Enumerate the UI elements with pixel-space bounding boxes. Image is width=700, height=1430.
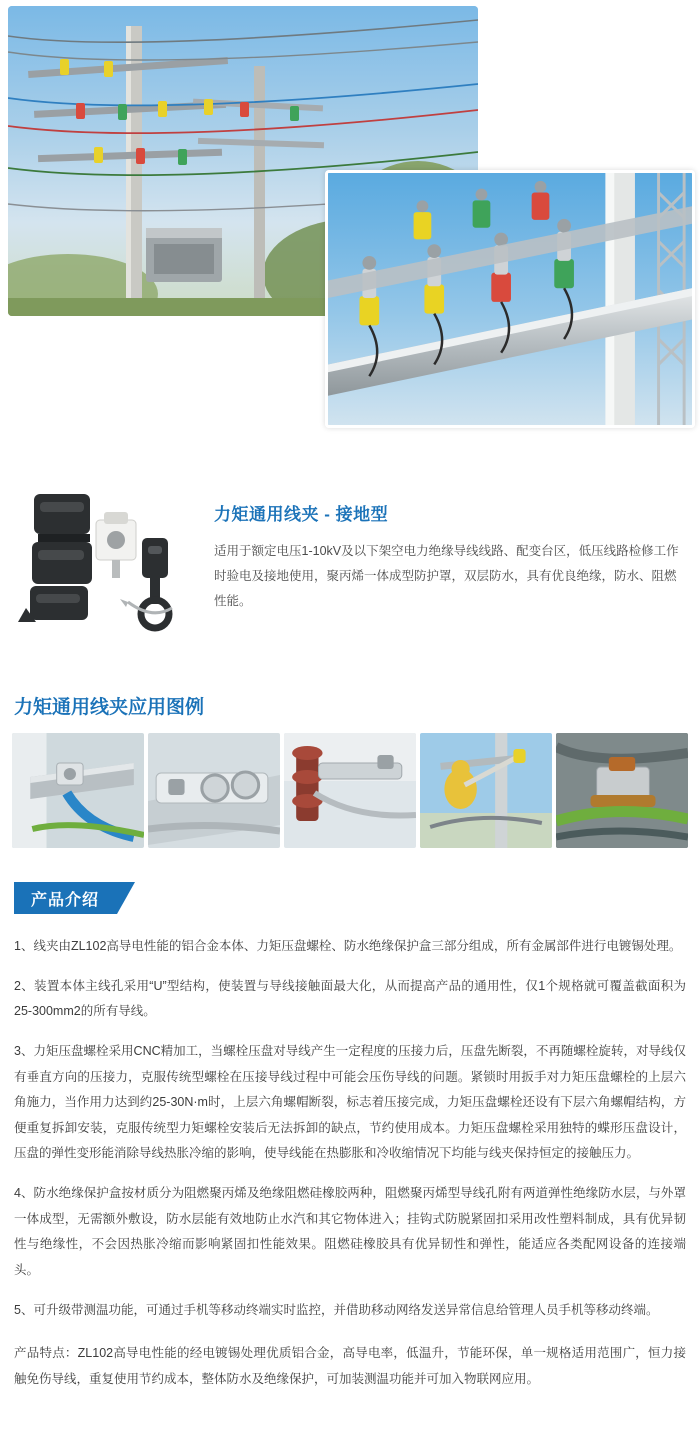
product-title: 力矩通用线夹 - 接地型 [214, 505, 389, 524]
hero-secondary-photo [325, 170, 695, 428]
product-photo-illustration [16, 482, 196, 652]
clamp-on-insulator-icon [284, 733, 416, 848]
product-description: 适用于额定电压1-10kV及以下架空电力绝缘导线线路、配变台区，低压线路检修工作时验电及接地使用，聚丙烯一体成型防护罩，双层防水，具有优良绝缘，防水、阻燃性能。 [214, 544, 679, 608]
intro-ribbon [14, 882, 700, 914]
product-photo [16, 482, 196, 652]
ribbon-label: 产品介绍 [19, 882, 117, 914]
intro-paragraph-2: 2、装置本体主线孔采用“U”型结构，使装置与导线接触面最大化，从而提高产品的通用性，仅1个规格就可覆盖截面积为25-300mm2的所有导线。 [14, 978, 686, 1019]
intro-paragraph-3: 3、力矩压盘螺栓采用CNC精加工，当螺栓压盘对导线产生一定程度的压接力后，压盘先断裂，不再随螺栓旋转，对导线仅有垂直方向的压接力，克服传统型螺栓在压接导线过程中可能会压伤导线的问题。紧锁时用扳手对力矩压盘螺栓的上层六角施力，当作用力达到约25-30N·m时，上层六角螺帽断裂，标志着压接完成，力矩压盘螺栓还设有下层六角螺帽结构，方便重复拆卸安装，克服传统型力矩螺栓安装后无法拆卸的缺点，节约使用成本。力矩压盘螺栓采用独特的蝶形压盘设计，压盘的弹性变形能消除导线热胀冷缩的影响，使导线能在热膨胀和冷收缩情况下均能与线夹保持恒定的接触压力。 [14, 1043, 686, 1161]
gallery-item-4[interactable] [420, 733, 552, 848]
intro-paragraph-4: 4、防水绝缘保护盒按材质分为阻燃聚丙烯及绝缘阻燃硅橡胶两种，阻燃聚丙烯型导线孔附有两道弹性绝缘防水层，与外罩一体成型，无需额外敷设，防水层能有效地防止水汽和其它物体进入；挂钩式防脱紧固扣采用改性塑料制成，具有优异韧性与绝缘性，不会因热胀冷缩而影响紧固扣性能效果。阻燃硅橡胶具有优异韧性和弹性，能适应各类配网设备的连接端头。 [14, 1186, 686, 1277]
clamp-closeup-illustration [328, 173, 692, 425]
product-summary [0, 472, 700, 666]
gallery-item-5[interactable] [556, 733, 688, 848]
gallery-item-3[interactable] [284, 733, 416, 848]
two-port-clamp-icon [148, 733, 280, 848]
product-info [214, 482, 684, 614]
copper-clamp-on-green-cable-icon [556, 733, 688, 848]
intro-paragraph-1: 1、线夹由ZL102高导电性能的铝合金本体、力矩压盘螺栓、防水绝缘保护盒三部分组成，所有金属部件进行电镀锡处理。 [14, 939, 682, 953]
hero-section [0, 0, 700, 450]
application-gallery [0, 733, 700, 848]
intro-paragraph-5: 5、可升级带测温功能，可通过手机等移动终端实时监控，并借助移动网络发送异常信息给管理人员手机等移动终端。 [14, 1302, 659, 1317]
gallery-item-1[interactable] [12, 733, 144, 848]
ribbon-tail [117, 882, 135, 914]
worker-hot-stick-icon [420, 733, 552, 848]
intro-content [0, 934, 700, 1392]
product-features-text: 产品特点：ZL102高导电性能的经电镀锡处理优质铝合金，高导电率，低温升，节能环保，单一规格适用范围广，恒力接触免伤导线，重复使用节约成本，整体防水及绝缘保护，可加装测温功能并可加入物联网应用。 [14, 1346, 686, 1386]
clamp-on-blue-cable-icon [12, 733, 144, 848]
gallery-item-2[interactable] [148, 733, 280, 848]
application-section-title: 力矩通用线夹应用图例 [14, 697, 205, 718]
